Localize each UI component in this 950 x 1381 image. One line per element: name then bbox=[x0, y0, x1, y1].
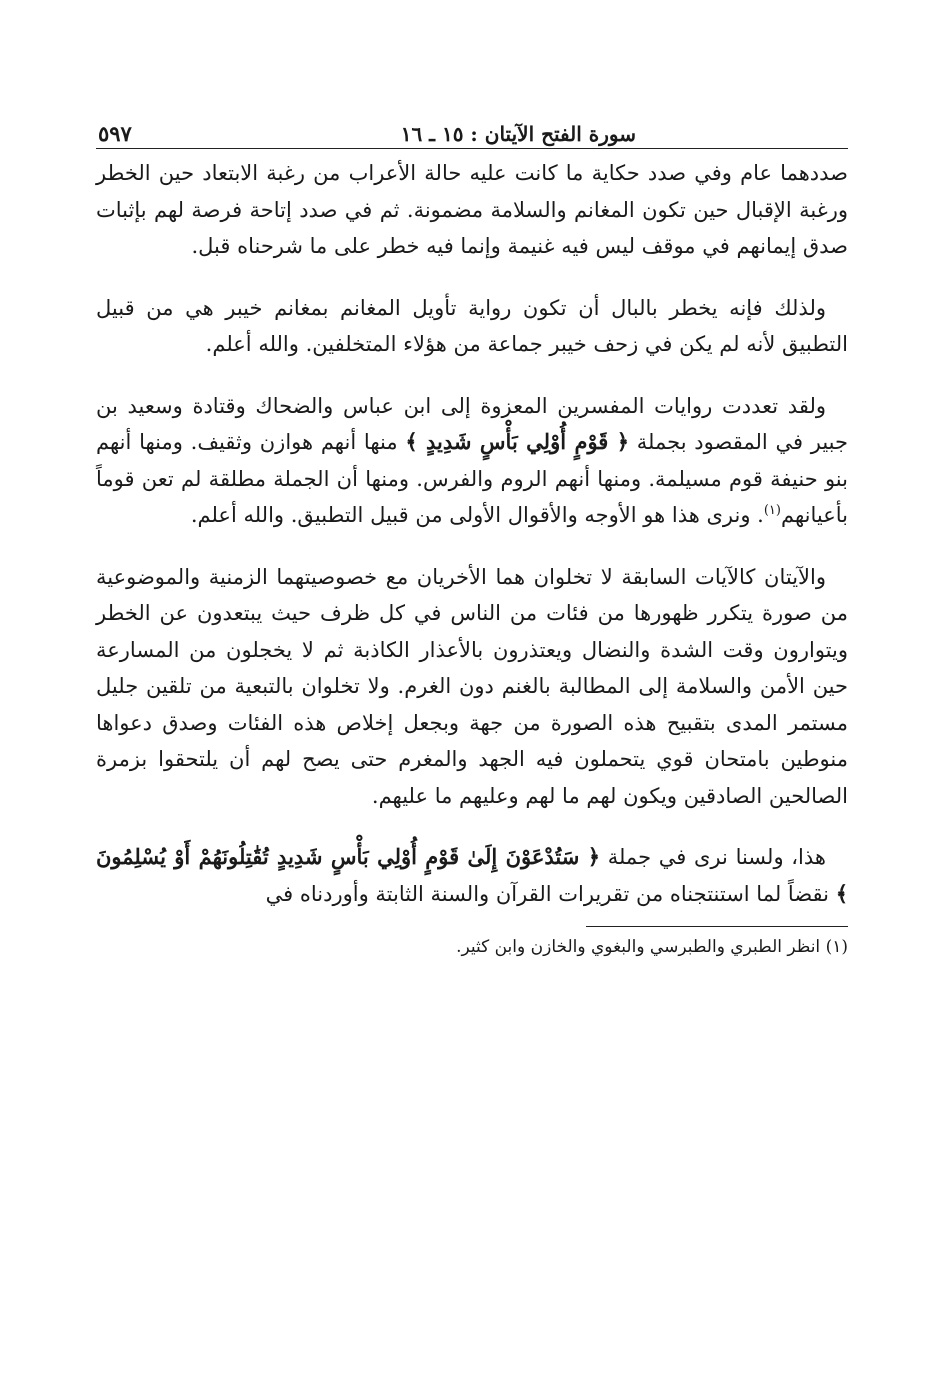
footnote-reference: (١) bbox=[763, 503, 781, 518]
paragraph-3 bbox=[96, 388, 848, 534]
body-text bbox=[96, 155, 848, 912]
page-header bbox=[96, 112, 848, 149]
paragraph-text: ولذلك فإنه يخطر بالبال أن تكون رواية تأويل المغانم بمغانم خيبر هي من قبيل التطبيق لأنه لم يكن في زحف خيبر جماعة من هؤلاء المتخلفين. والله أعلم. bbox=[96, 295, 848, 356]
footnote-text: انظر الطبري والطبرسي والبغوي والخازن وابن كثير. bbox=[456, 937, 821, 957]
paragraph-5 bbox=[96, 839, 848, 912]
page-number: ٥٩٧ bbox=[98, 121, 132, 146]
footnote bbox=[96, 933, 848, 961]
paragraph-text: والآيتان كالآيات السابقة لا تخلوان هما الأخريان مع خصوصيتهما الزمنية والموضوعية من صورة يتكرر ظهورها من فئات من الناس في كل ظرف حيث يبتعدون عن الخطر ويتوارون وقت الشدة والنضال ويعتذرون بالأعذار الكاذبة ثم لا يخجلون من المسارعة حين الأمن والسلامة إلى المطالبة بالغنم دون الغرم. ولا تخلوان بالتبعية من تلقين جليل مستمر المدى بتقبيح هذه الصورة من جهة وبجعل إخلاص هذه الفئات وصدق دعواها منوطين بامتحان قوي يتحملون فيه الجهد والمغرم حتى يصح لهم أن يلتحقوا بزمرة الصالحين الصادقين ويكون لهم ما لهم وعليهم ما عليهم. bbox=[96, 564, 848, 808]
paragraph-2 bbox=[96, 290, 848, 363]
paragraph-text: صددهما عام وفي صدد حكاية ما كانت عليه حالة الأعراب من رغبة الابتعاد حين الخطر ورغبة الإقبال حين تكون المغانم والسلامة مضمونة. ثم في صدد إتاحة فرصة لهم بإثبات صدق إيمانهم في موقف ليس فيه غنيمة وإنما فيه خطر على ما شرحناه قبل. bbox=[96, 161, 849, 258]
paragraph-text: ولقد تعددت روايات المفسرين المعزوة إلى ابن عباس والضحاك وقتادة وسعيد بن جبير في المقصود بجملة bbox=[96, 393, 848, 454]
paragraph-text: . ونرى هذا هو الأوجه والأقوال الأولى من قبيل التطبيق. والله أعلم. bbox=[190, 503, 764, 527]
running-title: سورة الفتح الآيتان : ١٥ ـ ١٦ bbox=[400, 122, 636, 146]
page bbox=[96, 112, 848, 961]
paragraph-1 bbox=[96, 155, 848, 265]
paragraph-4 bbox=[96, 559, 848, 815]
footnote-divider bbox=[586, 926, 848, 927]
paragraph-text: منها أنهم هوازن وثقيف. ومنها أنهم بنو حنيفة قوم مسيلمة. ومنها أنهم الروم والفرس. ومنها أن الجملة مطلقة لم تعن قوماً بأعيانهم bbox=[96, 430, 848, 527]
paragraph-text: نقضاً لما استنتجناه من تقريرات القرآن والسنة الثابتة وأوردناه في bbox=[265, 881, 836, 906]
quran-quote: ﴿ سَتُدْعَوْنَ إِلَىٰ قَوْمٍ أُوْلِي بَأْسٍ شَدِيدٍ تُقَٰتِلُونَهُمْ أَوْ يُسْلِمُونَ ﴾ bbox=[96, 844, 848, 906]
paragraph-text: هذا، ولسنا نرى في جملة bbox=[600, 845, 826, 869]
footnote-marker: (١) bbox=[825, 937, 848, 957]
quran-quote: ﴿ قَوْمٍ أُوْلِي بَأْسٍ شَدِيدٍ ﴾ bbox=[405, 429, 630, 454]
